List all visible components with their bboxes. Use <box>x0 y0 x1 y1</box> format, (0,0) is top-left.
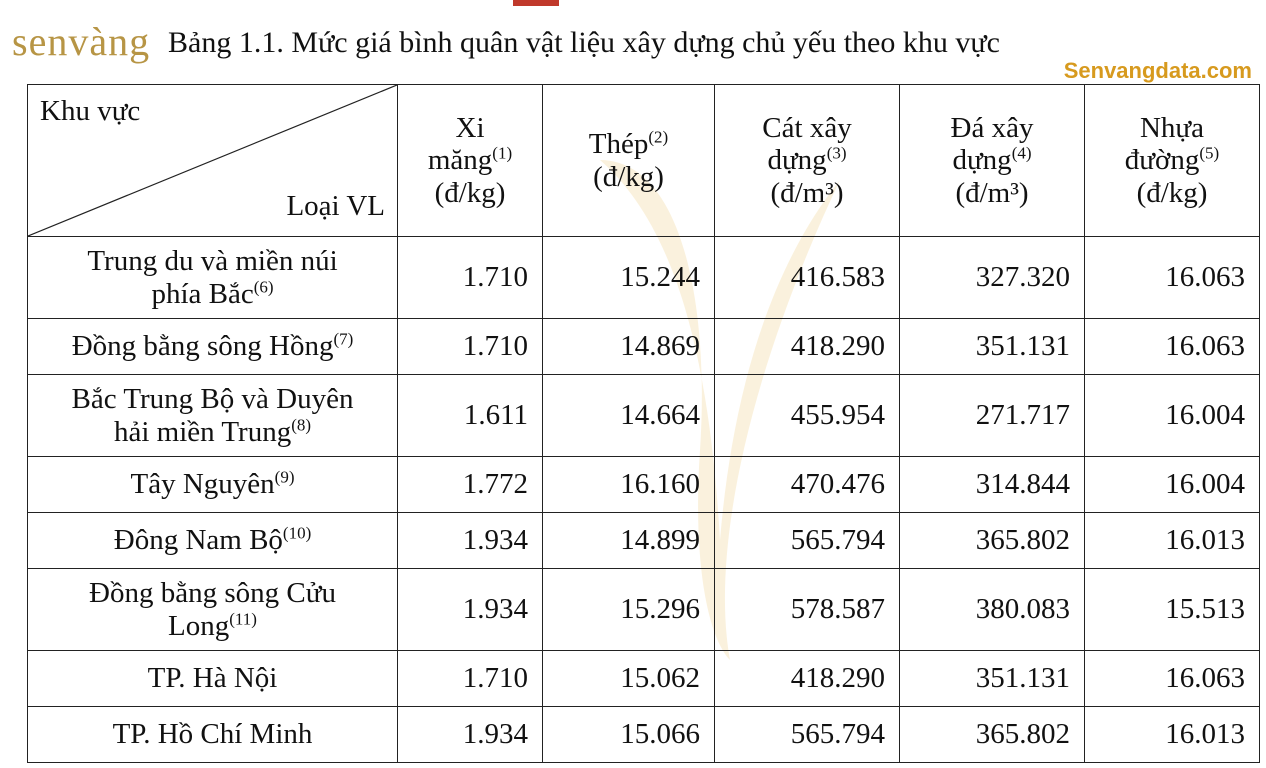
value-cell: 16.013 <box>1085 513 1260 569</box>
region-cell <box>28 457 398 513</box>
column-header-line1: Xi <box>455 111 485 144</box>
value-cell: 416.583 <box>715 237 900 319</box>
value-cell: 15.296 <box>543 569 715 651</box>
value-cell: 1.611 <box>398 375 543 457</box>
column-header-line1: Nhựa <box>1139 111 1205 144</box>
region-line2: hải miền Trung <box>113 415 292 448</box>
value-cell: 14.664 <box>543 375 715 457</box>
value-cell: 418.290 <box>715 319 900 375</box>
value-cell: 565.794 <box>715 707 900 763</box>
value-cell: 16.160 <box>543 457 715 513</box>
region-line2: TP. Hồ Chí Minh <box>112 718 313 751</box>
region-cell <box>28 375 398 457</box>
value-cell: 14.869 <box>543 319 715 375</box>
table-row <box>28 457 1260 513</box>
region-line1: Bắc Trung Bộ và Duyên <box>71 383 354 416</box>
table-row <box>28 651 1260 707</box>
value-cell: 351.131 <box>900 319 1085 375</box>
footnote-mark: (11) <box>229 608 257 628</box>
corner-header <box>28 85 398 237</box>
corner-label-material: Loại VL <box>286 189 385 222</box>
value-cell: 418.290 <box>715 651 900 707</box>
value-cell: 1.710 <box>398 319 543 375</box>
column-header <box>1085 85 1260 237</box>
value-cell: 565.794 <box>715 513 900 569</box>
column-unit: (đ/kg) <box>593 160 664 193</box>
value-cell: 1.934 <box>398 513 543 569</box>
region-cell <box>28 513 398 569</box>
region-cell <box>28 651 398 707</box>
value-cell: 16.004 <box>1085 457 1260 513</box>
value-cell: 16.004 <box>1085 375 1260 457</box>
footnote-mark: (5) <box>1199 143 1220 163</box>
footnote-mark: (3) <box>826 143 847 163</box>
column-header <box>715 85 900 237</box>
table-row <box>28 569 1260 651</box>
price-table <box>27 84 1260 763</box>
region-cell <box>28 237 398 319</box>
value-cell: 15.062 <box>543 651 715 707</box>
table-row <box>28 237 1260 319</box>
header-row <box>28 85 1260 237</box>
footnote-mark: (1) <box>492 143 513 163</box>
region-line1: Đồng bằng sông Cửu <box>89 577 336 610</box>
value-cell: 314.844 <box>900 457 1085 513</box>
value-cell: 1.710 <box>398 651 543 707</box>
footnote-mark: (7) <box>333 329 354 349</box>
value-cell: 1.934 <box>398 707 543 763</box>
table-row <box>28 375 1260 457</box>
footnote-mark: (2) <box>648 127 669 147</box>
value-cell: 15.066 <box>543 707 715 763</box>
value-cell: 470.476 <box>715 457 900 513</box>
table-row <box>28 319 1260 375</box>
region-cell <box>28 707 398 763</box>
region-line2: Long <box>168 609 230 642</box>
column-header-line1: Cát xây <box>762 111 852 144</box>
footnote-mark: (8) <box>291 414 312 434</box>
site-watermark: Senvangdata.com <box>1063 58 1252 83</box>
region-cell <box>28 569 398 651</box>
value-cell: 327.320 <box>900 237 1085 319</box>
value-cell: 1.710 <box>398 237 543 319</box>
value-cell: 578.587 <box>715 569 900 651</box>
region-cell <box>28 319 398 375</box>
value-cell: 365.802 <box>900 513 1085 569</box>
value-cell: 365.802 <box>900 707 1085 763</box>
value-cell: 1.772 <box>398 457 543 513</box>
column-header-line2: dựng <box>952 144 1012 177</box>
column-header-line2: dựng <box>767 144 827 177</box>
corner-label-region: Khu vực <box>40 95 141 127</box>
table-row <box>28 513 1260 569</box>
column-header-line2: Thép <box>588 128 649 161</box>
column-header-line1: Đá xây <box>950 111 1034 144</box>
value-cell: 16.013 <box>1085 707 1260 763</box>
value-cell: 15.244 <box>543 237 715 319</box>
footnote-mark: (9) <box>274 467 295 487</box>
value-cell: 16.063 <box>1085 319 1260 375</box>
column-unit: (đ/m³) <box>955 176 1029 209</box>
table-row <box>28 707 1260 763</box>
value-cell: 351.131 <box>900 651 1085 707</box>
table-title: Bảng 1.1. Mức giá bình quân vật liệu xây dựng chủ yếu theo khu vực <box>168 26 1000 59</box>
column-header <box>900 85 1085 237</box>
region-line2: phía Bắc <box>151 277 254 310</box>
value-cell: 14.899 <box>543 513 715 569</box>
column-unit: (đ/kg) <box>434 176 506 209</box>
column-unit: (đ/m³) <box>770 176 844 209</box>
value-cell: 380.083 <box>900 569 1085 651</box>
column-header-line2: măng <box>427 144 493 177</box>
column-header <box>398 85 543 237</box>
region-line2: Đồng bằng sông Hồng <box>71 330 334 363</box>
column-unit: (đ/kg) <box>1136 176 1208 209</box>
footnote-mark: (6) <box>253 276 274 296</box>
region-line1: Trung du và miền núi <box>87 245 338 278</box>
column-header-line2: đường <box>1124 144 1200 177</box>
value-cell: 455.954 <box>715 375 900 457</box>
footnote-mark: (4) <box>1011 143 1032 163</box>
value-cell: 1.934 <box>398 569 543 651</box>
value-cell: 271.717 <box>900 375 1085 457</box>
footnote-mark: (10) <box>282 523 312 543</box>
value-cell: 16.063 <box>1085 651 1260 707</box>
logo: senvàng <box>12 19 151 64</box>
region-line2: Đông Nam Bộ <box>113 524 283 557</box>
column-header <box>543 85 715 237</box>
region-line2: TP. Hà Nội <box>147 662 278 695</box>
region-line2: Tây Nguyên <box>130 468 275 501</box>
value-cell: 15.513 <box>1085 569 1260 651</box>
top-accent-bar <box>513 0 559 6</box>
value-cell: 16.063 <box>1085 237 1260 319</box>
